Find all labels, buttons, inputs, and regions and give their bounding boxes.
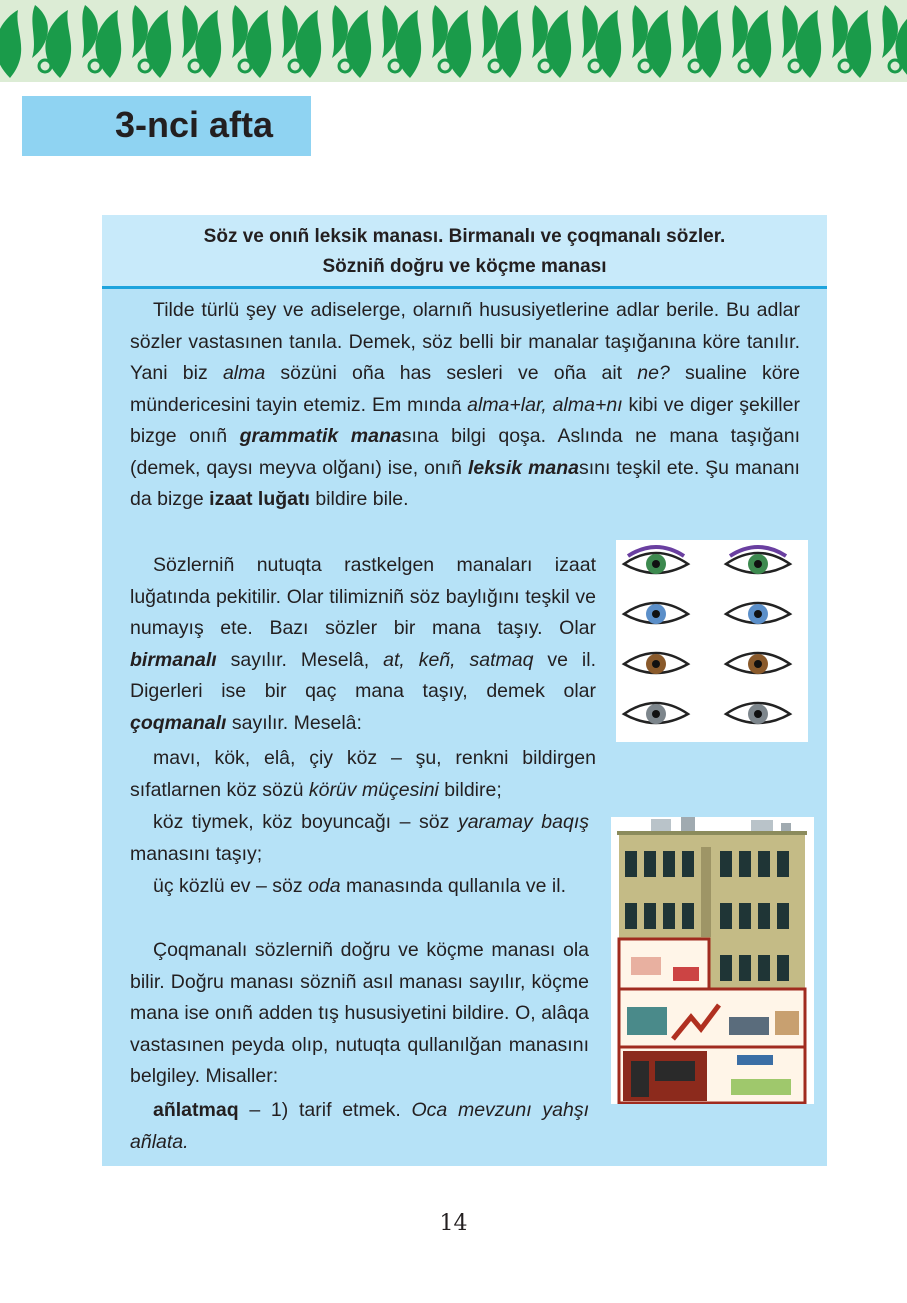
page-number: 14: [439, 1211, 468, 1236]
p1-term-leksik: leksik mana: [467, 456, 580, 479]
p2-term-birmanali: birmanalı: [130, 648, 217, 671]
p1-text-m: bildire bile.: [309, 488, 409, 510]
eye-icon: [726, 603, 790, 624]
p1-text-g: kibi ve diger şekiller bizge onıñ: [130, 393, 800, 447]
p1-text-a: Tilde türlü şey ve adiselerge, olarnıñ hususiyetlerine adlar berile. Bu adlar sözler vastasınen tanıla. Demek, söz belli bir manalar taşığanına köre tanılır. Yani biz: [130, 299, 800, 384]
p1-text-c: sözüni oña has sesleri ve oña ait: [265, 362, 638, 384]
eye-icon: [624, 653, 688, 674]
paragraph-7: [130, 1095, 589, 1158]
leaf-motif: [545, 5, 601, 78]
leaf-motif: [295, 5, 351, 78]
p2-text-e: ve il. Digerleri ise bir qaç mana taşıy, demek olar: [130, 648, 596, 702]
p1-italic-forms: alma+lar, alma+nı: [467, 393, 623, 416]
p7-italic-example: Oca mevzunı yahşı añlata.: [130, 1099, 589, 1153]
leaf-motif: [445, 5, 501, 78]
p7-term-anlatmaq: añlatmaq: [153, 1099, 239, 1121]
p1-term-grammatik: grammatik mana: [239, 425, 402, 447]
p1-italic-ne: ne?: [637, 362, 670, 384]
leaf-motif: [845, 5, 901, 78]
eye-icon: [726, 653, 790, 674]
p3-italic-koruv: körüv müçesini: [308, 778, 439, 801]
p4-text-a: köz tiymek, köz boyuncağı – söz: [153, 811, 458, 833]
p6-text: Çoqmanalı sözlerniñ doğru ve köçme manası ola bilir. Doğru manası sözniñ asıl manası sayılır, köçme mana ise onıñ adden tış hususiyetini bildire. O, alâqa vastasınen peyda olıp, nutuqta qullanılğan manasını belgiley. Misaller:: [130, 939, 589, 1087]
leaf-motif: [395, 5, 451, 78]
p2-text-a: Sözlerniñ nutuqta rastkelgen manaları izaat luğatında pekitilir. Olar tilimizniñ söz baylığını teşkil ve numayış ete. Bazı sözler bir mana taşıy. Olar: [130, 554, 596, 639]
leaf-motif: [795, 5, 851, 78]
p7-text-b: – 1) tarif etmek.: [238, 1099, 412, 1121]
paragraph-4: [130, 807, 589, 870]
paragraph-2: [130, 550, 596, 739]
p5-text-a: üç közlü ev – söz: [153, 875, 308, 897]
p2-text-c: sayılır. Meselâ,: [216, 648, 384, 671]
leaf-motif: [0, 5, 51, 78]
p1-text-e: sualine köre mündericesini tayin etemiz. Em mında: [130, 362, 800, 416]
paragraph-3: [130, 743, 596, 806]
leaf-motif: [45, 5, 101, 78]
p3-text-c: bildire;: [438, 778, 502, 801]
building-cutaway-illustration: [611, 817, 814, 1104]
p4-italic-yaramay: yaramay baqış: [457, 811, 589, 833]
p2-text-g: sayılır. Meselâ:: [226, 711, 362, 734]
eye-icon: [726, 547, 790, 574]
p1-text-k: sını teşkil ete. Şu mananı da bizge: [130, 456, 800, 510]
leaf-motif: [645, 5, 701, 78]
eye-icon: [624, 547, 688, 574]
leaf-motif: [595, 5, 651, 78]
week-title: 3-nci afta: [115, 104, 274, 145]
paragraph-5: [130, 871, 589, 903]
paragraph-1: [130, 295, 800, 516]
leaf-motif: [495, 5, 551, 78]
p5-text-c: manasında qullanıla ve il.: [340, 875, 567, 897]
p2-term-coqmanali: çoqmanalı: [130, 711, 227, 734]
p3-text-a: mavı, kök, elâ, çiy köz – şu, renkni bildirgen sıfatlarnen köz sözü: [130, 747, 596, 801]
p2-italic-examples: at, keñ, satmaq: [383, 648, 534, 671]
lesson-header: [102, 215, 827, 289]
leaf-motif: [695, 5, 751, 78]
lesson-title-line2: Sözniñ doğru ve köçme manası: [322, 256, 607, 277]
p1-text-i: sına bilgi qoşa. Aslında ne mana taşığanı (demek, qaysı meyva olğanı) ise, onıñ: [130, 425, 801, 479]
paragraph-6: [130, 935, 589, 1093]
leaf-motif: [345, 5, 401, 78]
leaf-motif: [195, 5, 251, 78]
p1-italic-alma: alma: [222, 362, 266, 384]
p1-term-izaat: izaat luğatı: [209, 488, 310, 510]
leaf-motif: [745, 5, 801, 78]
leaf-motif: [95, 5, 151, 78]
leaf-motif: [145, 5, 201, 78]
floral-ornament-icon: [0, 0, 907, 82]
eye-icon: [726, 703, 790, 724]
eye-icon: [624, 603, 688, 624]
lesson-title-line1: Söz ve onıñ leksik manası. Birmanalı ve çoqmanalı sözler.: [203, 226, 726, 247]
p5-italic-oda: oda: [308, 875, 341, 897]
eyes-illustration: [616, 540, 808, 742]
eye-icon: [624, 703, 688, 724]
week-badge: [22, 96, 311, 156]
leaf-motif: [245, 5, 301, 78]
p4-text-c: manasını taşıy;: [130, 842, 263, 865]
